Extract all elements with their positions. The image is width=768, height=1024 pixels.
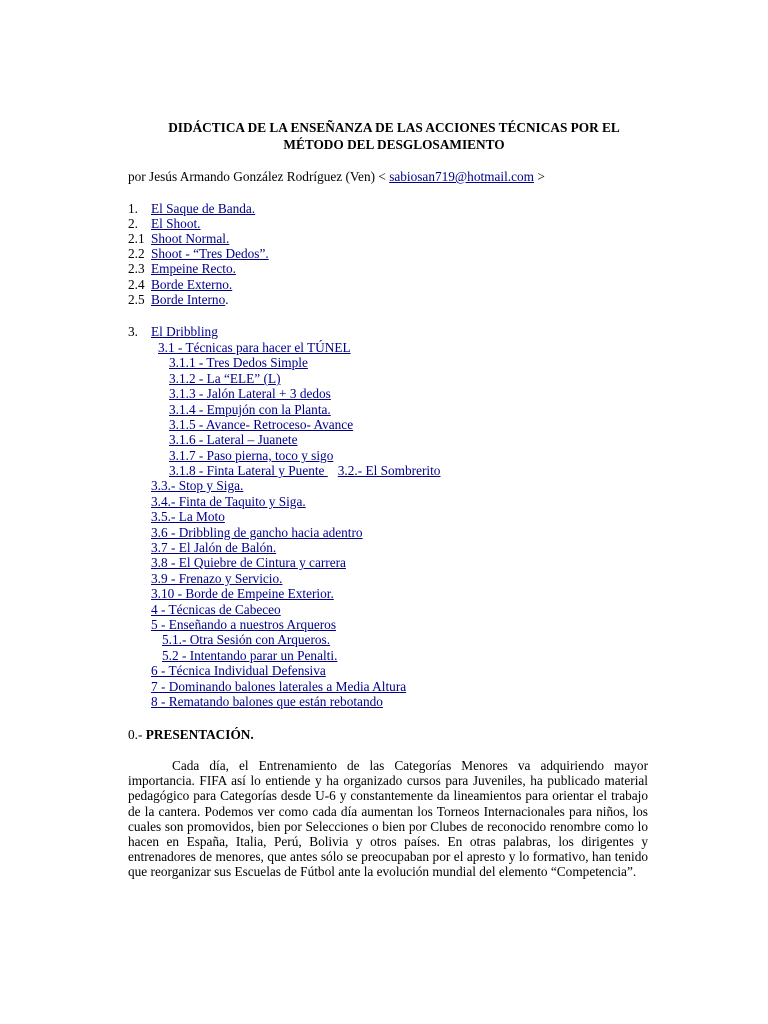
toc-link-tres-dedos-simple[interactable]: 3.1.1 - Tres Dedos Simple xyxy=(169,355,308,370)
toc-link-empujon-planta[interactable]: 3.1.4 - Empujón con la Planta. xyxy=(169,402,331,417)
title-line-2: MÉTODO DEL DESGLOSAMIENTO xyxy=(283,137,505,152)
toc-link-finta-lateral[interactable]: 3.1.8 - Finta Lateral y Puente xyxy=(169,463,328,478)
toc-item-suffix: . xyxy=(225,292,229,307)
toc-item-number: 2. xyxy=(128,216,138,231)
toc-item-number: 3. xyxy=(128,324,138,339)
toc-item xyxy=(128,277,232,293)
toc-link-paso-pierna[interactable]: 3.1.7 - Paso pierna, toco y sigo xyxy=(169,448,334,463)
toc-link-shoot-normal[interactable]: Shoot Normal. xyxy=(151,231,230,246)
section-title: PRESENTACIÓN. xyxy=(145,727,254,742)
toc-link-otra-sesion-arqueros[interactable]: 5.1.- Otra Sesión con Arqueros. xyxy=(162,632,331,647)
toc-link-dribbling-gancho[interactable]: 3.6 - Dribbling de gancho hacia adentro xyxy=(151,525,363,540)
toc-link-stop-y-siga[interactable]: 3.3.- Stop y Siga. xyxy=(151,478,244,493)
toc-link-jalon-balon[interactable]: 3.7 - El Jalón de Balón. xyxy=(151,540,277,555)
toc-item xyxy=(128,324,218,340)
toc-link-borde-externo[interactable]: Borde Externo. xyxy=(151,277,233,292)
toc-item xyxy=(128,261,236,277)
toc-link-lateral-juanete[interactable]: 3.1.6 - Lateral – Juanete xyxy=(169,432,298,447)
toc-item xyxy=(128,246,269,262)
document-title xyxy=(128,119,660,153)
toc-link-tres-dedos[interactable]: Shoot - “Tres Dedos”. xyxy=(151,246,269,261)
section-number: 0.- xyxy=(128,727,143,742)
toc-link-la-ele[interactable]: 3.1.2 - La “ELE” (L) xyxy=(169,371,281,386)
toc-item-number: 2.4 xyxy=(128,277,145,292)
author-prefix: por Jesús Armando González Rodríguez (Ven) < xyxy=(128,169,386,184)
toc-link-dribbling[interactable]: El Dribbling xyxy=(151,324,218,339)
toc-link-tecnica-defensiva[interactable]: 6 - Técnica Individual Defensiva xyxy=(151,663,326,678)
toc-link-la-moto[interactable]: 3.5.- La Moto xyxy=(151,509,225,524)
title-line-1: DIDÁCTICA DE LA ENSEÑANZA DE LAS ACCIONES TÉCNICAS POR EL xyxy=(168,120,620,135)
toc-item-number: 2.3 xyxy=(128,261,145,276)
toc-link-jalon-lateral[interactable]: 3.1.3 - Jalón Lateral + 3 dedos xyxy=(169,386,331,401)
toc-link-rematando-balones[interactable]: 8 - Rematando balones que están rebotando xyxy=(151,694,383,709)
toc-link-arqueros[interactable]: 5 - Enseñando a nuestros Arqueros xyxy=(151,617,337,632)
toc-item xyxy=(128,216,201,232)
toc-link-finta-taquito[interactable]: 3.4.- Finta de Taquito y Siga. xyxy=(151,494,306,509)
toc-item xyxy=(128,231,229,247)
toc-item-number: 1. xyxy=(128,201,138,216)
author-line xyxy=(128,169,545,185)
section-heading xyxy=(128,727,254,743)
author-email-link[interactable]: sabiosan719@hotmail.com xyxy=(389,169,535,184)
toc-item xyxy=(128,201,255,217)
toc-link-shoot[interactable]: El Shoot. xyxy=(151,216,201,231)
toc-link-cabeceo[interactable]: 4 - Técnicas de Cabeceo xyxy=(151,602,281,617)
toc-item-number: 2.1 xyxy=(128,231,145,246)
toc-link-penalti[interactable]: 5.2 - Intentando parar un Penalti. xyxy=(162,648,338,663)
toc-link-balones-laterales[interactable]: 7 - Dominando balones laterales a Media Altura xyxy=(151,679,407,694)
toc-link-tunel[interactable]: 3.1 - Técnicas para hacer el TÚNEL xyxy=(158,340,351,355)
toc-link-sombrerito[interactable]: 3.2.- El Sombrerito xyxy=(337,463,441,478)
toc-link-avance-retroceso[interactable]: 3.1.5 - Avance- Retroceso- Avance xyxy=(169,417,354,432)
toc-item-number: 2.2 xyxy=(128,246,145,261)
toc-link-borde-empeine-exterior[interactable]: 3.10 - Borde de Empeine Exterior. xyxy=(151,586,334,601)
toc-item-number: 2.5 xyxy=(128,292,145,307)
author-suffix: > xyxy=(537,169,545,184)
toc-link-empeine-recto[interactable]: Empeine Recto. xyxy=(151,261,236,276)
toc-item xyxy=(128,292,229,308)
toc-link-borde-interno[interactable]: Borde Interno xyxy=(151,292,226,307)
presentation-paragraph: Cada día, el Entrenamiento de las Categorías Menores va adquiriendo mayor importancia. FIFA así lo entiende y ha organizado cursos para Juveniles, ha publicado material pedagógico para Categorías desde U-6 y constantemente da lineamientos para orientar el trabajo de la cantera. Podemos ver como cada día aumentan los Torneos Internacionales para niños, los cuales son promovidos, bien por Selecciones o bien por Clubes de reconocido renombre como lo hacen en España, Italia, Perú, Bolivia y otros países. En otras palabras, los dirigentes y entrenadores de menores, que antes sólo se preocupaban por el apresto y lo formativo, han tenido que reorganizar sus Escuelas de Fútbol ante la evolución mundial del elemento “Competencia”. xyxy=(128,758,648,880)
toc-link-frenazo-servicio[interactable]: 3.9 - Frenazo y Servicio. xyxy=(151,571,283,586)
toc-link-saque-de-banda[interactable]: El Saque de Banda. xyxy=(151,201,256,216)
toc-link-quiebre-cintura[interactable]: 3.8 - El Quiebre de Cintura y carrera xyxy=(151,555,346,570)
